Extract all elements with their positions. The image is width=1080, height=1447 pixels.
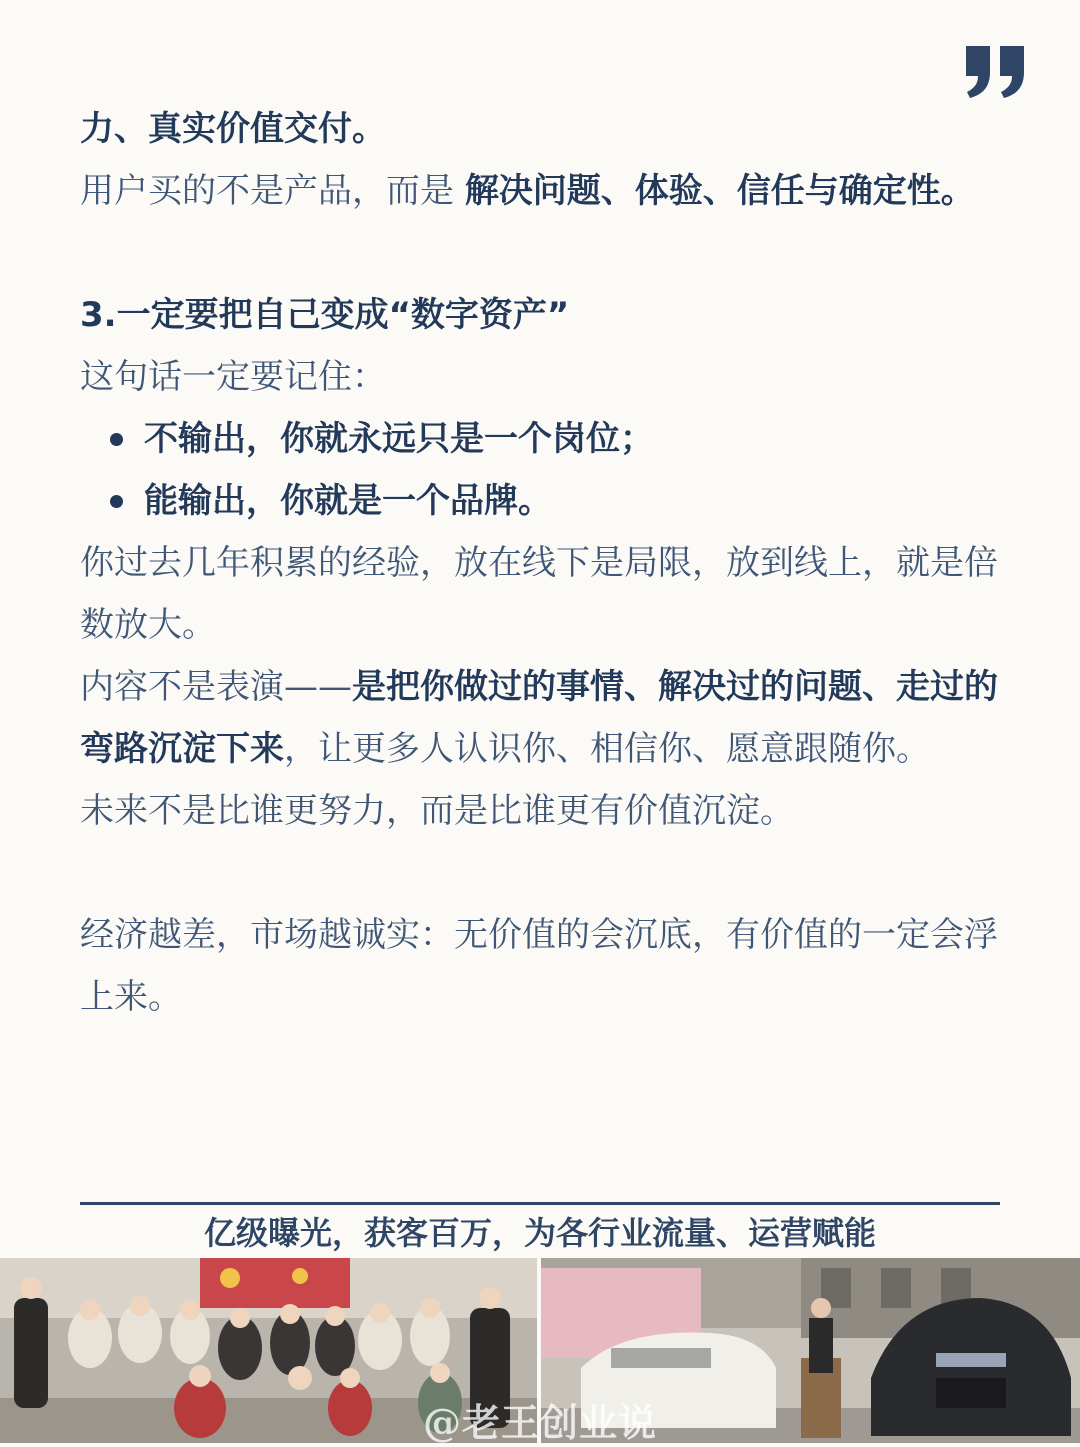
paragraph-emphasis: 解决问题、体验、信任与确定性。 <box>464 171 975 211</box>
paragraph-economy: 经济越差，市场越诚实：无价值的会沉底，有价值的一定会浮上来。 <box>80 915 998 1017</box>
paragraph-emphasis: 是把你做过的事情、解决过的问题、走过的弯路沉淀下来 <box>80 667 998 769</box>
quote-icon <box>964 44 1026 100</box>
section-heading: 3.一定要把自己变成“数字资产” <box>80 295 570 335</box>
spacer <box>80 842 1000 904</box>
divider <box>80 1202 1000 1205</box>
paragraph-experience: 你过去几年积累的经验，放在线下是局限，放到线上，就是倍数放大。 <box>80 543 998 645</box>
paragraph-text: 内容不是表演—— <box>80 667 352 707</box>
bullet-list <box>80 408 1000 532</box>
watermark: @老王创业说 <box>422 1400 657 1445</box>
article-body <box>80 98 1000 1028</box>
paragraph-product <box>80 160 1000 222</box>
list-item: 不输出，你就永远只是一个岗位； <box>108 408 1000 470</box>
paragraph-content <box>80 656 1000 780</box>
spacer <box>80 222 1000 284</box>
slogan: 亿级曝光，获客百万，为各行业流量、运营赋能 <box>203 1214 876 1252</box>
paragraph-text: ，让更多人认识你、相信你、愿意跟随你。 <box>284 729 930 769</box>
list-item: 能输出，你就是一个品牌。 <box>108 470 1000 532</box>
paragraph-future: 未来不是比谁更努力，而是比谁更有价值沉淀。 <box>80 791 794 831</box>
paragraph-remember: 这句话一定要记住： <box>80 357 386 397</box>
paragraph-line: 力、真实价值交付。 <box>80 109 386 149</box>
paragraph-text: 用户买的不是产品，而是 <box>80 171 454 211</box>
